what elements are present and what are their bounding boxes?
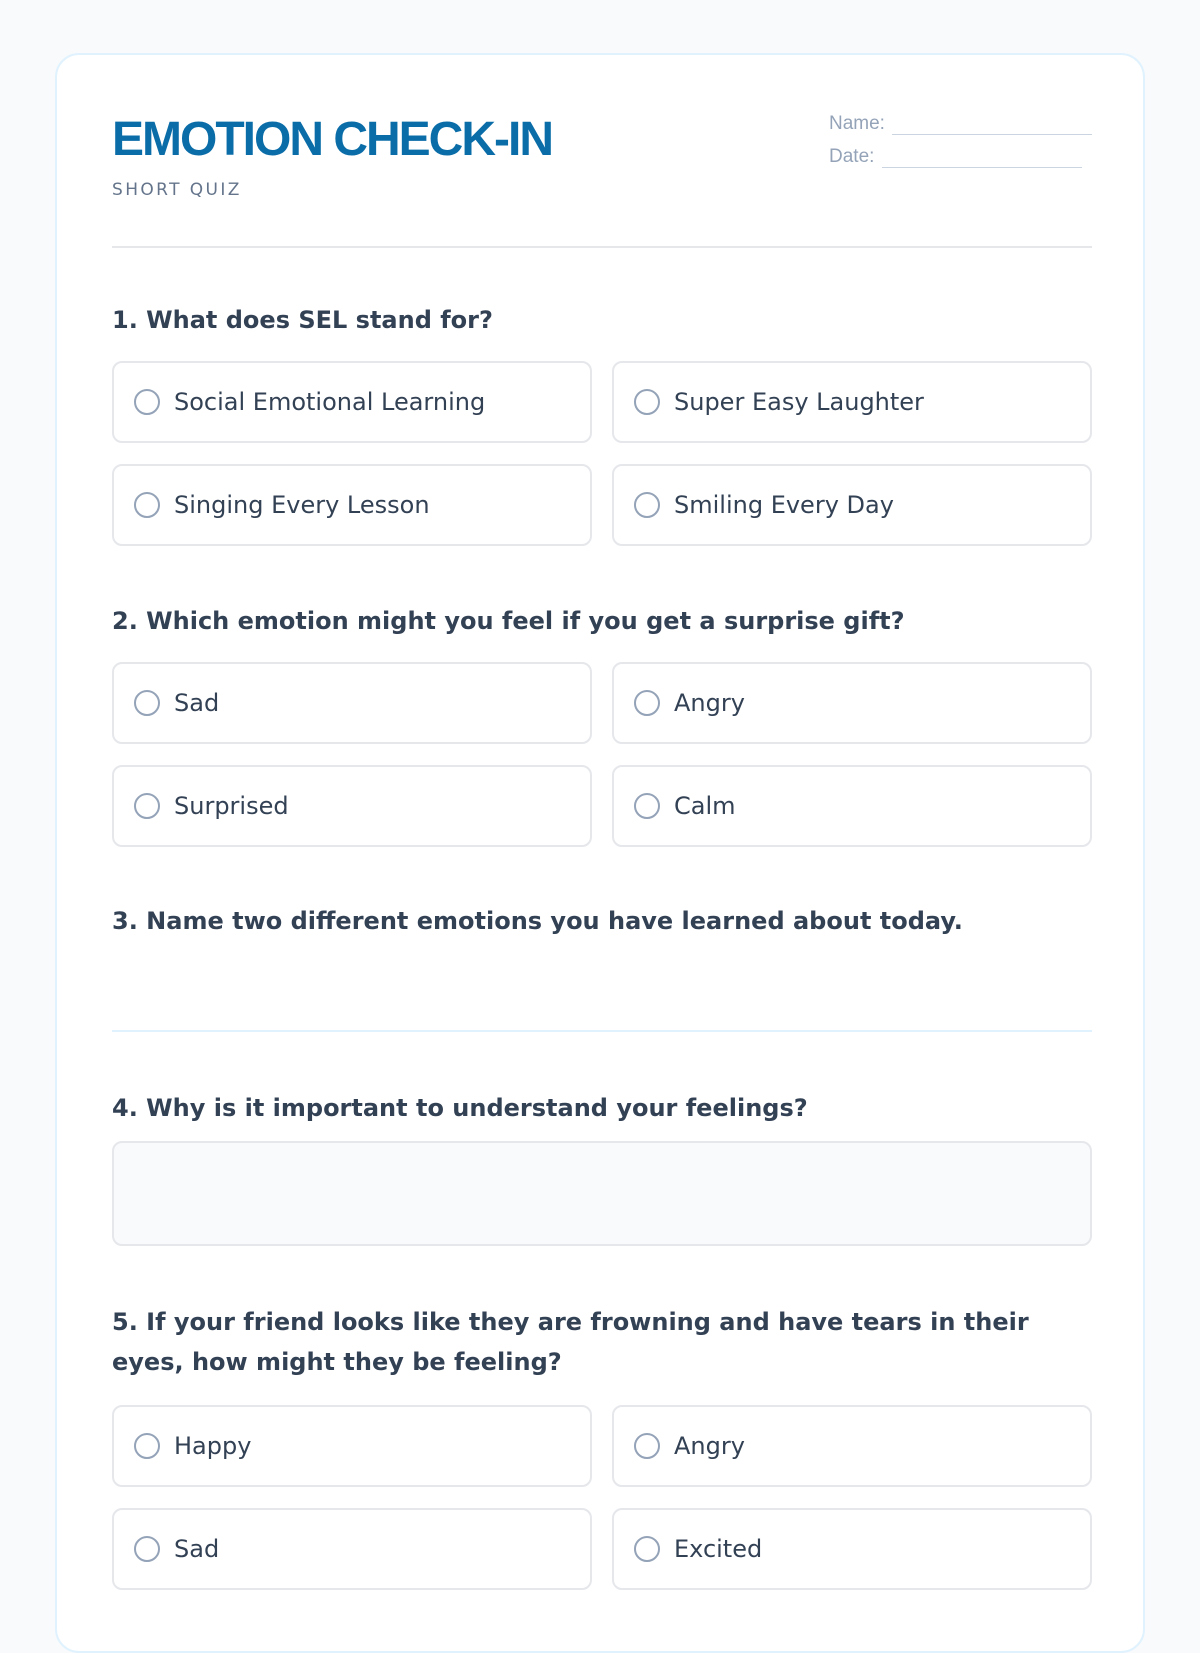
question-3-text: 3. Name two different emotions you have learned about today.	[112, 907, 963, 935]
option-label: Super Easy Laughter	[674, 388, 924, 416]
q5-option-angry[interactable]	[612, 1405, 1092, 1487]
radio-button[interactable]	[134, 690, 160, 716]
q2-option-surprised[interactable]	[112, 765, 592, 847]
radio-button[interactable]	[634, 1536, 660, 1562]
question-3-answer-line[interactable]	[112, 1030, 1092, 1032]
radio-button[interactable]	[134, 793, 160, 819]
radio-button[interactable]	[134, 1536, 160, 1562]
option-label: Angry	[674, 1432, 745, 1460]
q2-option-sad[interactable]	[112, 662, 592, 744]
option-label: Happy	[174, 1432, 252, 1460]
option-label: Singing Every Lesson	[174, 491, 430, 519]
question-5-text: 5. If your friend looks like they are frowning and have tears in their eyes, how might they be feeling?	[112, 1308, 1029, 1376]
q1-option-singing-every-lesson[interactable]	[112, 464, 592, 546]
radio-button[interactable]	[634, 389, 660, 415]
option-label: Excited	[674, 1535, 763, 1563]
date-label: Date:	[829, 146, 875, 167]
header-divider	[112, 246, 1092, 248]
quiz-title: EMOTION CHECK-IN	[112, 113, 552, 166]
question-1-options	[112, 361, 1092, 546]
question-2-text: 2. Which emotion might you feel if you get a surprise gift?	[112, 607, 905, 635]
radio-button[interactable]	[134, 389, 160, 415]
option-label: Calm	[674, 792, 736, 820]
option-label: Social Emotional Learning	[174, 388, 486, 416]
option-label: Surprised	[174, 792, 289, 820]
date-blank-line[interactable]	[882, 167, 1082, 168]
question-4-text: 4. Why is it important to understand your feelings?	[112, 1094, 808, 1122]
name-field[interactable]	[829, 113, 1092, 137]
question-5-options	[112, 1405, 1092, 1590]
date-field[interactable]	[829, 146, 1092, 170]
question-2-options	[112, 662, 1092, 847]
option-label: Smiling Every Day	[674, 491, 894, 519]
option-label: Angry	[674, 689, 745, 717]
radio-button[interactable]	[634, 793, 660, 819]
name-label: Name:	[829, 113, 885, 134]
q5-option-sad[interactable]	[112, 1508, 592, 1590]
q2-option-calm[interactable]	[612, 765, 1092, 847]
radio-button[interactable]	[634, 690, 660, 716]
q2-option-angry[interactable]	[612, 662, 1092, 744]
question-1-text: 1. What does SEL stand for?	[112, 306, 493, 334]
radio-button[interactable]	[134, 1433, 160, 1459]
radio-button[interactable]	[134, 492, 160, 518]
quiz-card	[55, 53, 1145, 1653]
q1-option-super-easy-laughter[interactable]	[612, 361, 1092, 443]
option-label: Sad	[174, 689, 220, 717]
question-4-answer-box[interactable]	[112, 1141, 1092, 1246]
quiz-subtitle: SHORT QUIZ	[112, 180, 242, 200]
name-blank-line[interactable]	[892, 134, 1092, 135]
q5-option-happy[interactable]	[112, 1405, 592, 1487]
q5-option-excited[interactable]	[612, 1508, 1092, 1590]
radio-button[interactable]	[634, 492, 660, 518]
q1-option-smiling-every-day[interactable]	[612, 464, 1092, 546]
radio-button[interactable]	[634, 1433, 660, 1459]
option-label: Sad	[174, 1535, 220, 1563]
q1-option-social-emotional-learning[interactable]	[112, 361, 592, 443]
